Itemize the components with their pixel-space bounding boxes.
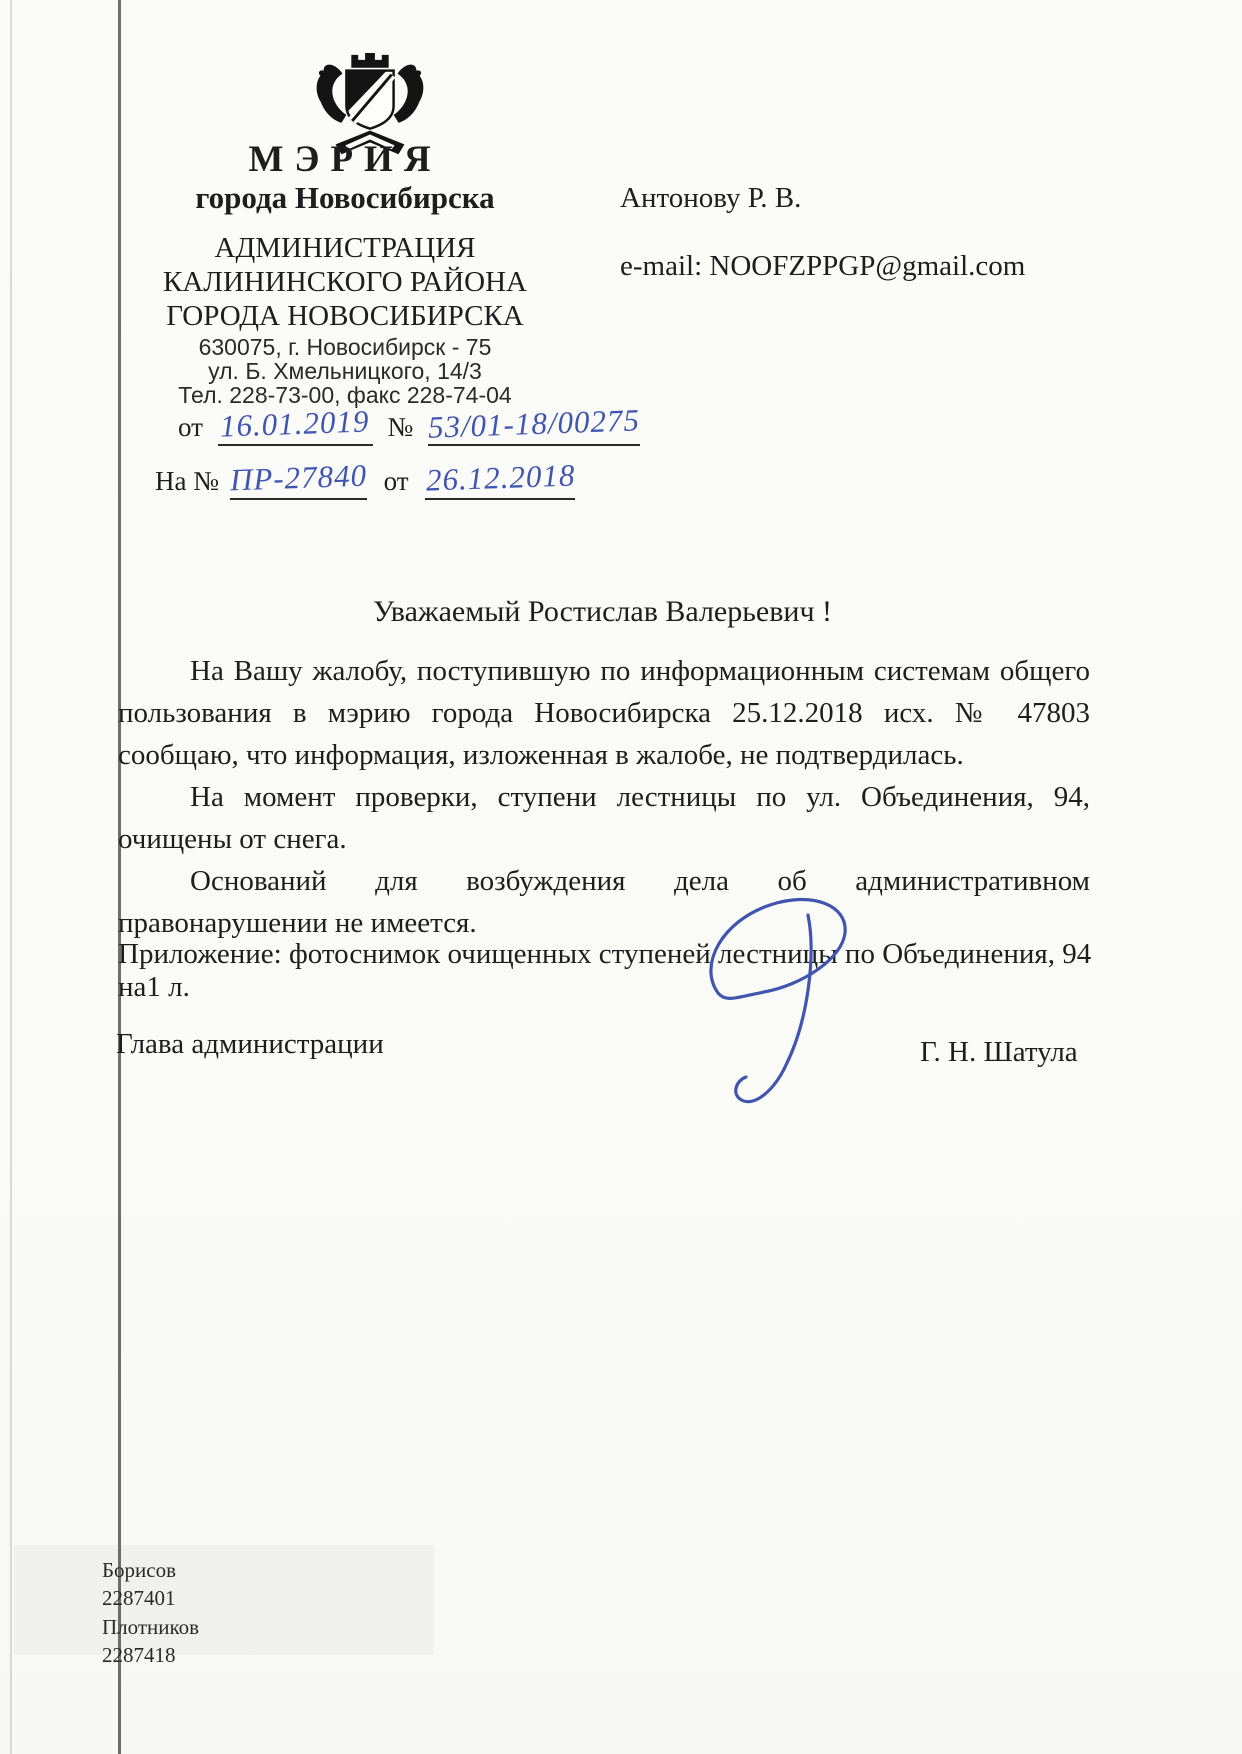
executor-phone-1: 2287401: [102, 1586, 176, 1611]
scan-shadow-band: [14, 1545, 434, 1655]
outgoing-reference-row: [178, 402, 641, 446]
recipient-name: Антонову Р. В.: [620, 182, 802, 214]
executor-footer: [102, 1556, 199, 1669]
incoming-number-blank: [229, 457, 368, 500]
from-label: от: [178, 412, 203, 442]
incoming-reference-row: [155, 457, 576, 500]
signer-title: Глава администрации: [116, 1028, 384, 1060]
signer-name: Г. Н. Шатула: [920, 1036, 1078, 1068]
salutation: Уважаемый Ростислав Валерьевич !: [372, 595, 833, 628]
executor-phone-2: 2287418: [102, 1643, 176, 1668]
street-address-line: ул. Б. Хмельницкого, 14/3: [208, 358, 482, 384]
postal-address-line: 630075, г. Новосибирск - 75: [198, 334, 492, 360]
attachment-line: Приложение: фотоснимок очищенных ступеней лестницы по Объединения, 94 на1 л.: [118, 938, 1092, 1003]
handwritten-outgoing-date: 16.01.2019: [219, 403, 371, 444]
department-line-2: КАЛИНИНСКОГО РАЙОНА: [162, 266, 527, 298]
letter-body: [118, 650, 1090, 944]
body-paragraph: Оснований для возбуждения дела об административном правонарушении не имеется.: [118, 865, 1090, 940]
department-line-1: АДМИНИСТРАЦИЯ: [214, 232, 476, 264]
scan-edge-line: [10, 0, 12, 1754]
reply-from-label: от: [383, 466, 409, 496]
handwritten-incoming-number: ПР-27840: [229, 457, 368, 498]
body-paragraph: На момент проверки, ступени лестницы по ул. Объединения, 94, очищены от снега.: [118, 781, 1090, 856]
handwritten-signature-icon: [690, 893, 865, 1138]
number-label: №: [387, 412, 414, 442]
incoming-date-blank: [424, 457, 576, 500]
outgoing-date-blank: [218, 403, 373, 446]
handwritten-incoming-date: 26.12.2018: [424, 457, 576, 498]
phone-fax-line: Тел. 228-73-00, факс 228-74-04: [178, 382, 512, 408]
org-name-primary: МЭРИЯ: [248, 139, 442, 180]
handwritten-outgoing-number: 53/01-18/00275: [427, 402, 641, 445]
recipient-email: e-mail: NOOFZPPGP@gmail.com: [620, 250, 1026, 282]
outgoing-number-blank: [427, 402, 641, 446]
body-paragraph: На Вашу жалобу, поступившую по информационным системам общего пользования в мэрию города Новосибирска 25.12.2018 исх. № 47803 сообщаю, что информация, изложенная в жалобе, не подтвердилась.: [118, 655, 1090, 772]
department-line-3: ГОРОДА НОВОСИБИРСКА: [166, 300, 524, 332]
executor-name-2: Плотников: [102, 1614, 200, 1639]
executor-name-1: Борисов: [102, 1558, 177, 1582]
org-name-secondary: города Новосибирска: [195, 180, 495, 215]
reply-to-label: На №: [155, 466, 219, 496]
